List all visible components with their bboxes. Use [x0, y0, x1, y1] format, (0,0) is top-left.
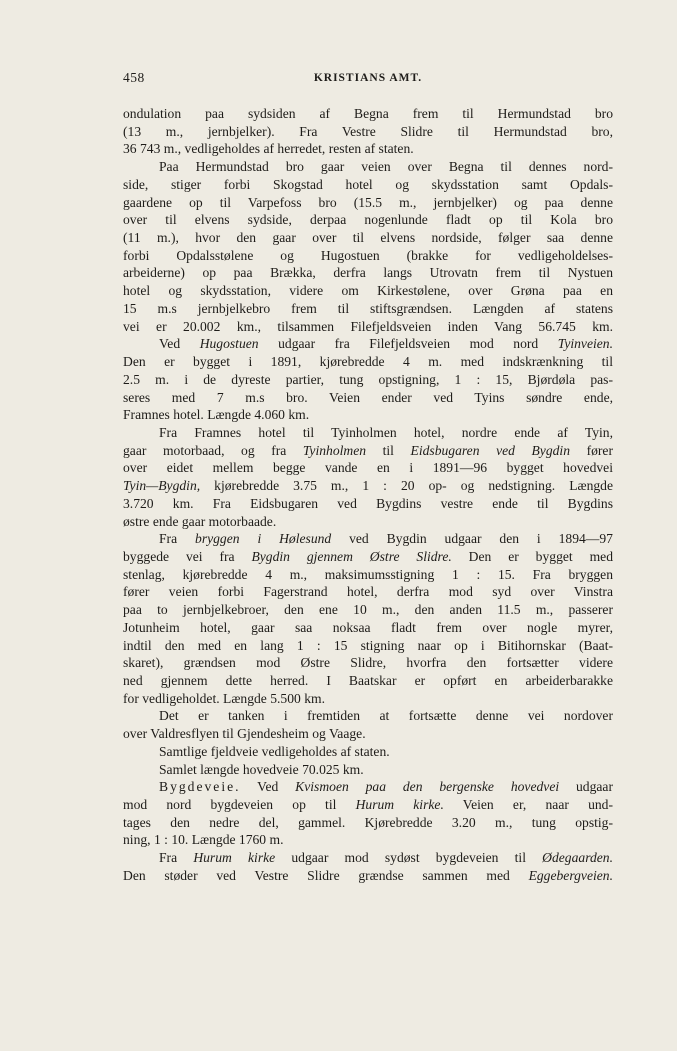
text-line: Framnes hotel. Længde 4.060 km.	[123, 407, 310, 423]
text-line: indtil den med en lang 1 : 15 stigning naar op i Bitihornskar (Baat-	[123, 637, 613, 653]
text-line: mod nord bygdeveien op til Hurum kirke. Veien er, naar und-	[123, 797, 613, 813]
text-line: Den er bygget i 1891, kjørebredde 4 m. med indskrænkning til	[123, 354, 613, 370]
text-line: paa to jernbjelkebroer, den ene 10 m., den anden 11.5 m., passerer	[123, 602, 613, 618]
text-line: arbeiderne) op paa Brækka, derfra langs Utrovatn frem til Nystuen	[123, 265, 613, 281]
text-line: Fra bryggen i Hølesund ved Bygdin udgaar den i 1894—97	[159, 531, 613, 547]
text-line: Ved Hugostuen udgaar fra Filefjeldsveien mod nord Tyinveien.	[159, 336, 613, 352]
text-line: ned gjennem dette herred. I Baatskar er opført en arbeiderbarakke	[123, 673, 613, 688]
text-line: (13 m., jernbjelker). Fra Vestre Slidre til Hermundstad bro,	[123, 123, 613, 139]
text-line: tages den nedre del, gammel. Kjørebredde 3.20 m., tung opstig-	[123, 814, 613, 830]
text-line: Bygdeveie. Ved Kvismoen paa den bergenske hovedvei udgaar	[159, 779, 613, 795]
text-line: Samtlige fjeldveie vedligeholdes af staten.	[159, 743, 390, 759]
text-line: forbi Opdalsstølene og Hugostuen (brakke for vedligeholdelses-	[123, 247, 613, 263]
body-text	[123, 105, 613, 885]
page-header	[123, 70, 613, 90]
text-line: gaardene op til Varpefoss bro (15.5 m., jernbjelker) og paa denne	[123, 194, 613, 210]
text-line: ning, 1 : 10. Længde 1760 m.	[123, 832, 284, 848]
text-line: Jotunheim hotel, gaar saa noksaa fladt frem over nogle myrer,	[123, 619, 613, 635]
text-line: over til elvens sydside, derpaa nogenlunde fladt op til Kola bro	[123, 212, 613, 228]
text-line: byggede vei fra Bygdin gjennem Østre Slidre. Den er bygget med	[123, 548, 613, 564]
text-line: 3.720 km. Fra Eidsbugaren ved Bygdins vestre ende til Bygdins	[123, 495, 613, 511]
page-number: 458	[123, 70, 145, 85]
text-line: skaret), grændsen mod Østre Slidre, hvorfra den fortsætter videre	[123, 655, 613, 671]
text-line: side, stiger forbi Skogstad hotel og skydsstation samt Opdals-	[123, 176, 613, 192]
text-line: (11 m.), hvor den gaar over til elvens nordside, følger saa denne	[123, 230, 613, 246]
text-line: stenlag, kjørebredde 4 m., maksimumsstigning 1 : 15. Fra bryggen	[123, 566, 613, 582]
text-line: 15 m.s jernbjelkebro frem til stiftsgrændsen. Længden af statens	[123, 300, 613, 316]
text-line: Den støder ved Vestre Slidre grændse sammen med Eggebergveien.	[123, 867, 613, 883]
text-line: over eidet mellem begge vande en i 1891—96 bygget hovedvei	[123, 460, 613, 476]
text-line: østre ende gaar motorbaade.	[123, 513, 277, 529]
text-line: Fra Framnes hotel til Tyinholmen hotel, nordre ende af Tyin,	[159, 424, 613, 440]
text-line: Tyin—Bygdin, kjørebredde 3.75 m., 1 : 20 op- og nedstigning. Længde	[123, 478, 613, 494]
text-line: Samlet længde hovedveie 70.025 km.	[159, 761, 364, 777]
running-title: KRISTIANS AMT.	[313, 72, 423, 84]
text-line: Det er tanken i fremtiden at fortsætte denne vei nordover	[159, 708, 613, 724]
text-line: Fra Hurum kirke udgaar mod sydøst bygdeveien til Ødegaarden.	[159, 850, 613, 866]
text-line: Paa Hermundstad bro gaar veien over Begna til dennes nord-	[159, 159, 613, 175]
text-line: gaar motorbaad, og fra Tyinholmen til Eidsbugaren ved Bygdin fører	[123, 442, 613, 458]
text-line: 36 743 m., vedligeholdes af herredet, resten af staten.	[123, 141, 414, 157]
text-line: seres med 7 m.s bro. Veien ender ved Tyins søndre ende,	[123, 389, 613, 405]
text-line: for vedligeholdet. Længde 5.500 km.	[123, 690, 325, 706]
text-line: over Valdresflyen til Gjendesheim og Vaage.	[123, 726, 366, 742]
text-line: 2.5 m. i de dyreste partier, tung opstigning, 1 : 15, Bjørdøla pas-	[123, 371, 613, 387]
text-line: vei er 20.002 km., tilsammen Filefjeldsveien inden Vang 56.745 km.	[123, 318, 613, 334]
text-line: hotel og skydsstation, videre om Kirkestølene, over Grøna paa en	[123, 283, 613, 299]
text-line: fører veien forbi Fagerstrand hotel, derfra mod syd over Vinstra	[123, 584, 613, 600]
text-line: ondulation paa sydsiden af Begna frem til Hermundstad bro	[123, 106, 613, 121]
